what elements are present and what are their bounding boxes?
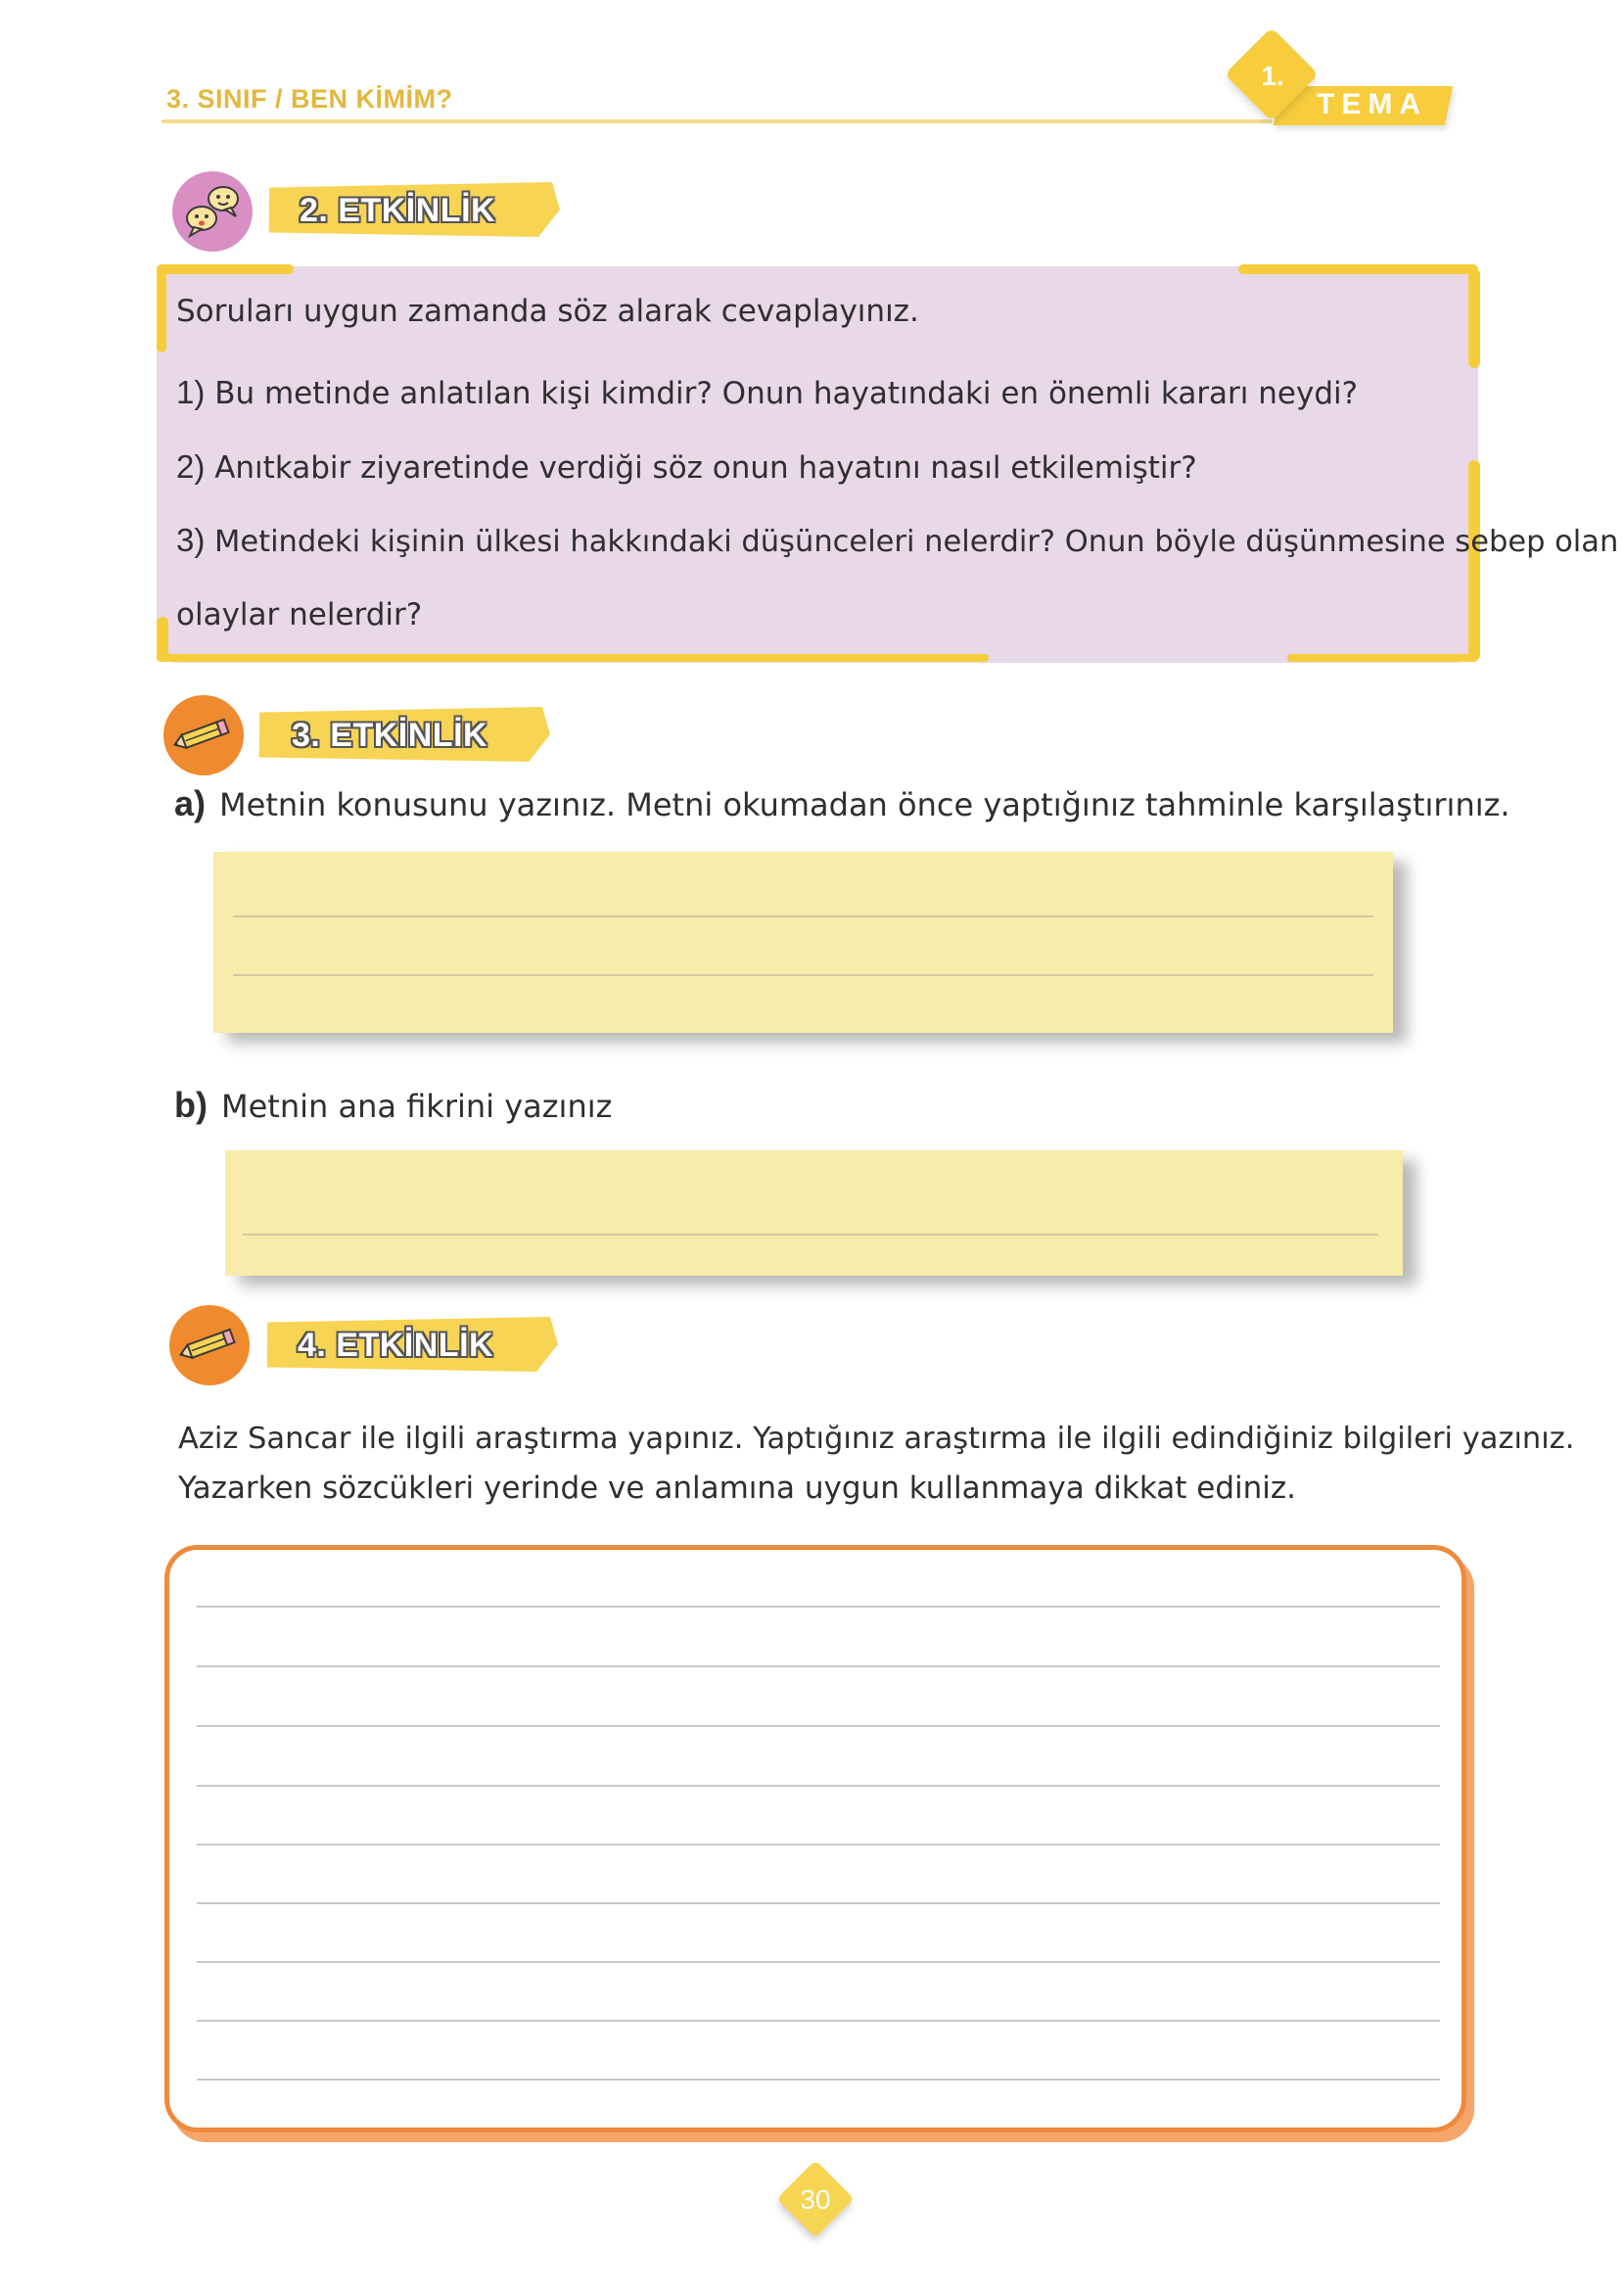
prompt-text: Metnin konusunu yazınız. Metni okumadan önce yaptığınız tahminle karşılaştırınız. [219,786,1510,823]
writing-line [197,2079,1440,2081]
question-number: 2) [176,448,206,485]
header-divider [162,119,1273,123]
speech-bubbles-icon [172,171,253,252]
question-2 [176,448,1197,486]
box-stroke [1238,264,1478,274]
activity3-b-prompt [174,1085,612,1126]
question-text: Metindeki kişinin ülkesi hakkındaki düşünceleri nelerdir? Onun böyle düşünmesine sebep olan [214,525,1619,559]
question-number: 3) [176,522,206,558]
tema-label: TEMA [1317,88,1427,120]
activity3-label: 3. ETKİNLİK [292,717,488,754]
question-3-continuation: olaylar nelerdir? [176,597,423,632]
box-stroke [157,264,294,274]
writing-line [233,915,1373,917]
box-stroke [157,264,166,352]
page-number: 30 [800,2184,831,2215]
activity2-instruction: Soruları uygun zamanda söz alarak cevaplayınız. [176,294,919,329]
writing-line [197,1606,1440,1608]
item-letter: b) [174,1085,208,1125]
activity4-label: 4. ETKİNLİK [298,1327,494,1364]
pencil-icon [163,695,244,775]
writing-area[interactable] [164,1545,1466,2132]
box-stroke [1468,268,1480,368]
pencil-icon [169,1305,250,1385]
writing-line [197,2020,1440,2022]
question-3 [176,522,1618,559]
question-text: Anıtkabir ziyaretinde verdiği söz onun hayatını nasıl etkilemiştir? [214,450,1197,486]
writing-line [243,1234,1378,1236]
writing-line [197,1785,1440,1787]
header-title: 3. SINIF / BEN KİMİM? [166,84,453,114]
activity3-a-prompt [174,783,1510,824]
item-letter: a) [174,783,207,823]
box-stroke [1468,460,1480,661]
writing-line [197,1665,1440,1667]
prompt-text: Metnin ana fikrini yazınız [220,1088,613,1125]
answer-box-b[interactable] [225,1150,1403,1276]
question-text: Bu metinde anlatılan kişi kimdir? Onun hayatındaki en önemli kararı neydi? [214,376,1359,411]
writing-line [233,974,1373,976]
box-stroke [157,654,989,662]
tema-number: 1. [1261,61,1284,91]
question-number: 1) [176,374,206,410]
writing-line [197,1844,1440,1846]
writing-line [197,1725,1440,1727]
writing-line [197,1902,1440,1904]
activity2-label: 2. ETKİNLİK [300,192,496,229]
writing-line [197,1961,1440,1963]
question-1 [176,374,1358,411]
activity4-instruction-line1: Aziz Sancar ile ilgili araştırma yapınız. Yaptığınız araştırma ile ilgili edindiğiniz bilgileri yazınız. [178,1422,1575,1456]
activity4-instruction-line2: Yazarken sözcükleri yerinde ve anlamına uygun kullanmaya dikkat ediniz. [178,1471,1297,1506]
box-stroke [1287,654,1478,662]
answer-box-a[interactable] [213,852,1393,1033]
